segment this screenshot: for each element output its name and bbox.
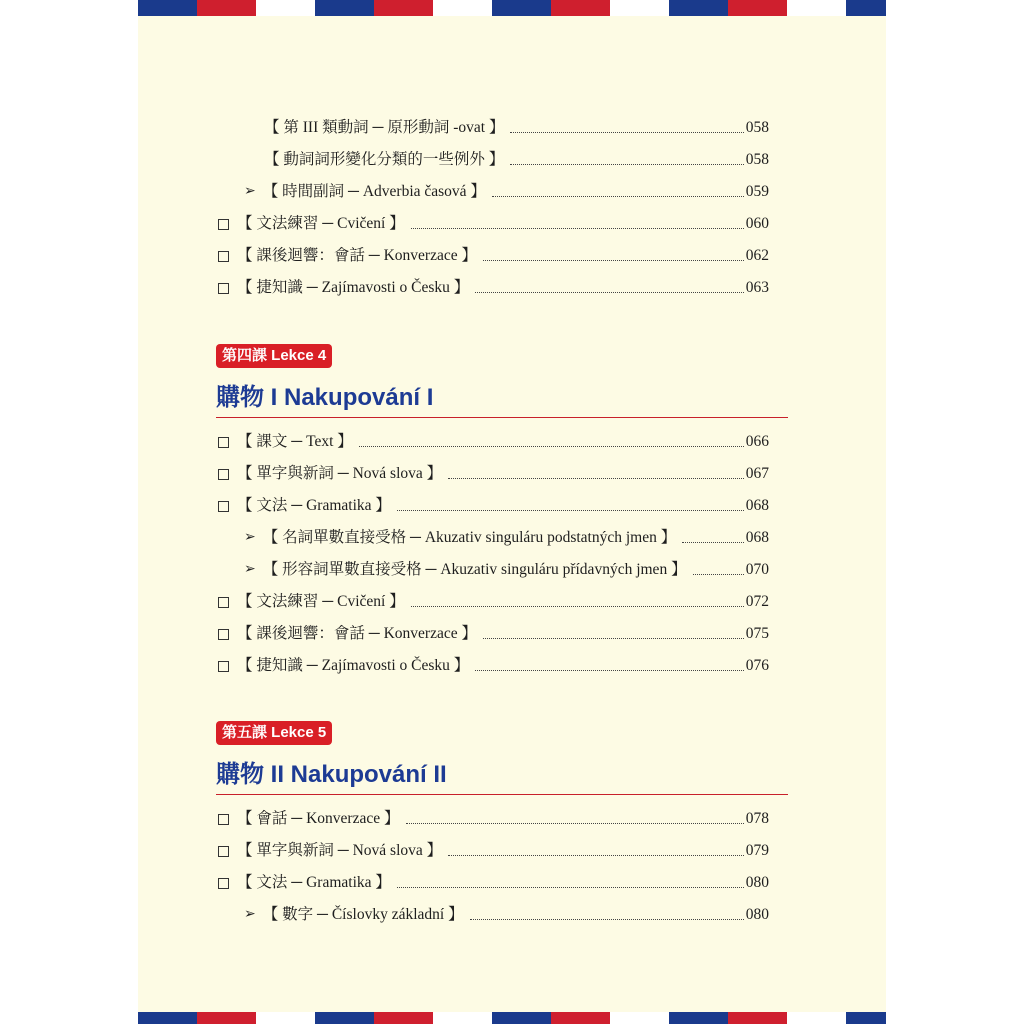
leader-dots: [483, 638, 744, 639]
toc-entry-title: 【 捷知識 ─ Zajímavosti o Česku 】: [237, 279, 470, 296]
leader-dots: [397, 887, 744, 888]
leader-dots: [411, 606, 744, 607]
flag-band: [728, 1012, 787, 1024]
toc-entry[interactable]: [218, 460, 769, 484]
flag-band: [846, 1012, 886, 1024]
toc-entry-title: 【 時間副詞 ─ Adverbia časová 】: [262, 183, 486, 200]
leader-dots: [475, 292, 743, 293]
toc-entry[interactable]: [218, 428, 769, 452]
toc-subentry[interactable]: [244, 524, 769, 548]
flag-band: [374, 0, 433, 16]
checkbox-bullet-icon: [218, 283, 229, 294]
lesson-badge: 第五課 Lekce 5: [216, 721, 332, 745]
leader-dots: [510, 132, 743, 133]
leader-dots: [397, 510, 744, 511]
checkbox-bullet-icon: [218, 251, 229, 262]
flag-band: [433, 1012, 492, 1024]
toc-subentry[interactable]: [244, 178, 769, 202]
toc-entry-title: 【 文法 ─ Gramatika 】: [237, 497, 391, 514]
flag-band: [728, 0, 787, 16]
toc-entry-page: 062: [745, 247, 769, 264]
flag-band: [787, 1012, 846, 1024]
flag-band: [197, 1012, 256, 1024]
flag-band: [551, 1012, 610, 1024]
checkbox-bullet-icon: [218, 814, 229, 825]
toc-entry[interactable]: [218, 652, 769, 676]
leader-dots: [470, 919, 744, 920]
flag-band: [256, 1012, 315, 1024]
toc-entry-page: 067: [745, 465, 769, 482]
toc-entry-page: 066: [745, 433, 769, 450]
flag-band: [787, 0, 846, 16]
toc-entry-title: 【 捷知識 ─ Zajímavosti o Česku 】: [237, 657, 470, 674]
bottom-flag-stripe: [138, 1012, 886, 1024]
toc-entry-title: 【 動詞詞形變化分類的一些例外 】: [264, 151, 505, 168]
leader-dots: [448, 855, 744, 856]
toc-entry[interactable]: [264, 114, 769, 138]
title-underline: [216, 417, 788, 418]
lesson-badge: 第四課 Lekce 4: [216, 344, 332, 368]
checkbox-bullet-icon: [218, 597, 229, 608]
toc-entry-page: 078: [745, 810, 769, 827]
toc-entry-page: 058: [745, 119, 769, 136]
leader-dots: [359, 446, 744, 447]
toc-entry-title: 【 單字與新詞 ─ Nová slova 】: [237, 842, 443, 859]
arrow-bullet-icon: ➢: [244, 530, 256, 545]
toc-entry-page: 059: [745, 183, 769, 200]
flag-band: [138, 0, 197, 16]
toc-entry[interactable]: [218, 274, 769, 298]
toc-entry[interactable]: [218, 588, 769, 612]
arrow-bullet-icon: ➢: [244, 184, 256, 199]
toc-entry-page: 079: [745, 842, 769, 859]
toc-entry-title: 【 第 III 類動詞 ─ 原形動詞 -ovat 】: [264, 119, 505, 136]
flag-band: [669, 1012, 728, 1024]
toc-entry-page: 070: [745, 561, 769, 578]
toc-entry-page: 058: [745, 151, 769, 168]
leader-dots: [510, 164, 743, 165]
toc-entry-page: 076: [745, 657, 769, 674]
toc-entry-page: 080: [745, 906, 769, 923]
flag-band: [433, 0, 492, 16]
toc-entry-page: 060: [745, 215, 769, 232]
flag-band: [197, 0, 256, 16]
title-underline: [216, 794, 788, 795]
checkbox-bullet-icon: [218, 846, 229, 857]
flag-band: [492, 1012, 551, 1024]
toc-entry[interactable]: [264, 146, 769, 170]
leader-dots: [693, 574, 744, 575]
checkbox-bullet-icon: [218, 437, 229, 448]
leader-dots: [406, 823, 744, 824]
checkbox-bullet-icon: [218, 661, 229, 672]
toc-entry[interactable]: [218, 620, 769, 644]
toc-entry-page: 075: [745, 625, 769, 642]
leader-dots: [411, 228, 744, 229]
toc-entry-title: 【 課後迴響：會話 ─ Konverzace 】: [237, 625, 477, 642]
leader-dots: [492, 196, 744, 197]
leader-dots: [682, 542, 744, 543]
checkbox-bullet-icon: [218, 629, 229, 640]
toc-entry-title: 【 課文 ─ Text 】: [237, 433, 353, 450]
checkbox-bullet-icon: [218, 469, 229, 480]
leader-dots: [448, 478, 744, 479]
toc-subentry[interactable]: [244, 901, 769, 925]
toc-entry-title: 【 文法 ─ Gramatika 】: [237, 874, 391, 891]
toc-entry-title: 【 課後迴響：會話 ─ Konverzace 】: [237, 247, 477, 264]
toc-entry-page: 063: [745, 279, 769, 296]
toc-entry-page: 072: [745, 593, 769, 610]
toc-entry[interactable]: [218, 210, 769, 234]
flag-band: [669, 0, 728, 16]
toc-entry-page: 068: [745, 497, 769, 514]
toc-entry-title: 【 會話 ─ Konverzace 】: [237, 810, 400, 827]
flag-band: [138, 1012, 197, 1024]
toc-entry[interactable]: [218, 805, 769, 829]
lesson-title: 購物 II Nakupování II: [216, 761, 447, 788]
top-flag-stripe: [138, 0, 886, 16]
flag-band: [315, 1012, 374, 1024]
toc-entry[interactable]: [218, 837, 769, 861]
toc-entry[interactable]: [218, 869, 769, 893]
flag-band: [315, 0, 374, 16]
toc-entry-title: 【 單字與新詞 ─ Nová slova 】: [237, 465, 443, 482]
flag-band: [610, 1012, 669, 1024]
toc-entry-page: 080: [745, 874, 769, 891]
leader-dots: [475, 670, 743, 671]
checkbox-bullet-icon: [218, 501, 229, 512]
leader-dots: [483, 260, 744, 261]
toc-entry-title: 【 文法練習 ─ Cvičení 】: [237, 593, 405, 610]
flag-band: [256, 0, 315, 16]
toc-subentry[interactable]: [244, 556, 769, 580]
flag-band: [492, 0, 551, 16]
flag-band: [610, 0, 669, 16]
toc-entry[interactable]: [218, 242, 769, 266]
toc-entry-title: 【 名詞單數直接受格 ─ Akuzativ singuláru podstatných jmen 】: [262, 529, 677, 546]
toc-entry-title: 【 數字 ─ Číslovky základní 】: [262, 906, 464, 923]
toc-entry[interactable]: [218, 492, 769, 516]
lesson-title: 購物 I Nakupování I: [216, 384, 434, 411]
toc-entry-page: 068: [745, 529, 769, 546]
toc-entry-title: 【 文法練習 ─ Cvičení 】: [237, 215, 405, 232]
flag-band: [374, 1012, 433, 1024]
checkbox-bullet-icon: [218, 219, 229, 230]
toc-entry-title: 【 形容詞單數直接受格 ─ Akuzativ singuláru přídavných jmen 】: [262, 561, 687, 578]
flag-band: [846, 0, 886, 16]
arrow-bullet-icon: ➢: [244, 562, 256, 577]
checkbox-bullet-icon: [218, 878, 229, 889]
arrow-bullet-icon: ➢: [244, 907, 256, 922]
flag-band: [551, 0, 610, 16]
